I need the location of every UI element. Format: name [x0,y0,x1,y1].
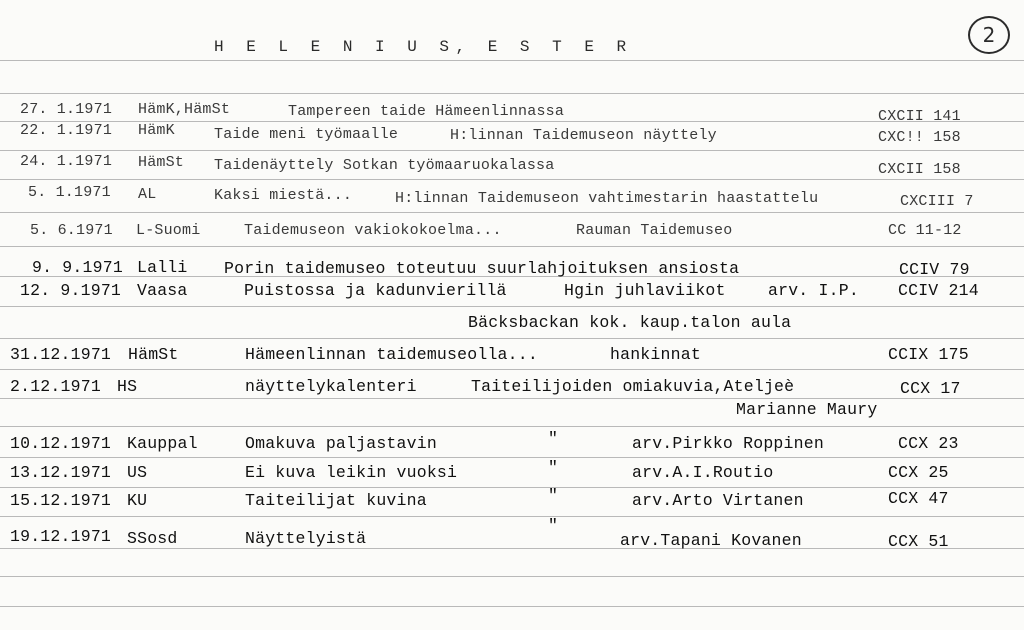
ditto-mark: " [548,429,559,448]
entry-title: Tampereen taide Hämeenlinnassa [288,103,565,120]
page-number-badge [968,16,1010,54]
entry-title: Taidemuseon vakiokokoelma... [244,222,502,239]
entry-date: 24. 1.1971 [20,153,113,170]
entry-reference: CC 11-12 [888,222,962,239]
entry-reference: CXCII 158 [878,161,961,178]
entry-title: Taidenäyttely Sotkan työmaaruokalassa [214,157,555,174]
entry-extra: Taiteilijoiden omiakuvia,Ateljeè [471,377,795,396]
entry-source: Lalli [137,258,188,277]
entry-source: Kauppal [127,434,198,453]
entry-date: 5. 1.1971 [28,184,111,201]
rule-line [0,487,1024,488]
entry-title: Taide meni työmaalle [214,126,399,143]
entry-extra: Bäcksbackan kok. kaup.talon aula [468,313,792,332]
entry-note: arv.A.I.Routio [632,463,774,482]
rule-line [0,398,1024,399]
entry-reference: CCX 23 [898,434,959,453]
entry-source: HämSt [128,345,179,364]
entry-title: Näyttelyistä [245,529,367,548]
entry-date: 19.12.1971 [10,527,112,546]
entry-note: arv.Pirkko Roppinen [632,434,824,453]
page-number: 2 [982,23,996,47]
entry-extra: H:linnan Taidemuseon näyttely [450,127,717,144]
entry-source: L-Suomi [136,222,201,239]
entry-title: Puistossa ja kadunvierillä [244,281,507,300]
entry-date: 5. 6.1971 [30,222,113,239]
entry-title: Hämeenlinnan taidemuseolla... [245,345,538,364]
rule-line [0,150,1024,151]
entry-title: Kaksi miestä... [214,187,353,204]
entry-reference: CCX 51 [888,532,949,551]
entry-source: HS [117,377,138,396]
entry-reference: CXC!! 158 [878,129,961,146]
rule-line [0,306,1024,307]
entry-title: Taiteilijat kuvina [245,491,427,510]
entry-reference: CCX 25 [888,463,949,482]
entry-source: AL [138,186,157,203]
rule-line [0,338,1024,339]
entry-note: arv. I.P. [768,281,859,300]
entry-source: SSosd [127,529,178,548]
rule-line [0,576,1024,577]
rule-line [0,606,1024,607]
entry-extra: Hgin juhlaviikot [564,281,726,300]
entry-note: arv.Arto Virtanen [632,491,804,510]
rule-line [0,369,1024,370]
rule-line [0,212,1024,213]
entry-date: 12. 9.1971 [20,281,122,300]
entry-extra: hankinnat [610,345,701,364]
entry-source: HämSt [138,154,185,171]
entry-date: 31.12.1971 [10,345,112,364]
entry-reference: CCIV 79 [899,260,970,279]
entry-date: 13.12.1971 [10,463,112,482]
rule-line [0,457,1024,458]
entry-source: HämK,HämSt [138,101,231,118]
entry-date: 15.12.1971 [10,491,112,510]
entry-reference: CCIV 214 [898,281,979,300]
entry-source: HämK [138,122,175,139]
rule-line [0,548,1024,549]
entry-date: 10.12.1971 [10,434,112,453]
rule-line [0,93,1024,94]
ditto-mark: " [548,516,559,535]
entry-reference: CCX 17 [900,379,961,398]
entry-title: näyttelykalenteri [245,377,417,396]
entry-reference: CXCIII 7 [900,193,974,210]
entry-extra: Rauman Taidemuseo [576,222,733,239]
rule-line [0,246,1024,247]
entry-extra-continued: Marianne Maury [736,400,878,419]
rule-line [0,179,1024,180]
entry-source: KU [127,491,148,510]
entry-note: arv.Tapani Kovanen [620,531,802,550]
entry-reference: CCIX 175 [888,345,969,364]
rule-line [0,60,1024,61]
entry-reference: CXCII 141 [878,108,961,125]
entry-extra: H:linnan Taidemuseon vahtimestarin haastattelu [395,190,819,207]
entry-title: Omakuva paljastavin [245,434,437,453]
ditto-mark: " [548,486,559,505]
entry-reference: CCX 47 [888,489,949,508]
ditto-mark: " [548,458,559,477]
entry-date: 27. 1.1971 [20,101,113,118]
entry-date: 2.12.1971 [10,377,101,396]
card-title: H E L E N I U S, E S T E R [214,38,633,56]
entry-title: Porin taidemuseo toteutuu suurlahjoituksen ansiosta [224,259,740,278]
entry-title: Ei kuva leikin vuoksi [245,463,458,482]
entry-date: 9. 9.1971 [32,258,123,277]
entry-source: Vaasa [137,281,188,300]
entry-date: 22. 1.1971 [20,122,113,139]
rule-line [0,426,1024,427]
entry-source: US [127,463,148,482]
rule-line [0,516,1024,517]
